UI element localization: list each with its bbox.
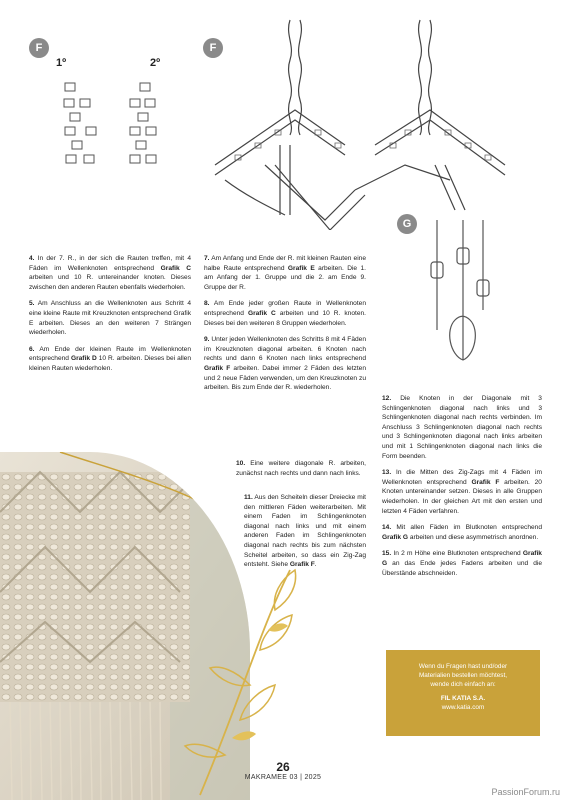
page-footer	[0, 760, 566, 781]
contact-line-2: Materialien bestellen möchtest,	[418, 672, 508, 679]
step-text: Am Anfang und Ende der R. mit kleinen Rauten eine halbe Raute entsprechend	[204, 255, 366, 272]
step-number: 4.	[29, 255, 35, 262]
step-text: Unter jeden Wellenknoten des Schritts 8 mit 4 Fäden im Kreuzknoten diagonal arbeiten. 6 Knoten nach rechts und dann 6 Knoten nach links entsprechend	[204, 336, 366, 363]
step-15	[382, 549, 542, 578]
step-number: 12.	[382, 395, 392, 402]
step-text: Am Anschluss an die Wellenknoten aus Schritt 4 eine kleine Raute mit Kreuzknoten entsprechend Grafik E arbeiten. Dieses an den weiteren 7 Strängen wiederholen.	[29, 300, 192, 337]
instructions-col-2	[204, 254, 366, 400]
step-10	[236, 459, 366, 478]
step-number: 11.	[244, 494, 253, 501]
label-1: 1º	[56, 57, 67, 69]
step-number: 8.	[204, 300, 210, 308]
step-9	[204, 335, 366, 393]
step-text: arbeiten und 10 R. untereinander knoten. Dieses zwischen den anderen Rauten ebenfalls wiederholen.	[29, 274, 191, 291]
step-number: 10.	[236, 460, 246, 467]
step-text: Am Ende der kleinen Raute im Wellenknoten entsprechend	[29, 345, 192, 363]
contact-line-3: wende dich einfach an:	[430, 681, 496, 688]
graphic-ref: Grafik C	[247, 309, 276, 317]
step-13	[382, 468, 542, 516]
contact-brand: FIL KATIA S.A.	[440, 695, 486, 702]
diagram-f-small	[50, 55, 170, 185]
graphic-g-badge: G	[397, 214, 417, 234]
step-number: 15.	[382, 550, 392, 558]
step-number: 13.	[382, 469, 392, 477]
step-text: Am Ende jeder großen Raute in Wellenknoten entsprechend	[204, 300, 366, 317]
graphic-ref: Grafik D	[70, 355, 97, 363]
step-text: In der 7. R., in der sich die Rauten treffen, mit 4 Fäden im Wellenknoten entsprechend	[29, 255, 191, 272]
step-text: In die Mitten des Zig-Zags mit 4 Fäden im Wellenknoten entsprechend	[382, 469, 542, 486]
step-number: 7.	[204, 255, 210, 262]
graphic-ref: Grafik F	[204, 364, 231, 372]
step-12	[382, 394, 542, 461]
step-text: Mit allen Fäden im Blutknoten entsprechend	[396, 524, 542, 532]
graphic-ref: Grafik C	[160, 264, 191, 272]
step-6	[29, 345, 191, 374]
contact-line-1: Wenn du Fragen hast und/oder	[418, 663, 508, 670]
step-number: 14.	[382, 524, 392, 532]
step-text: Aus den Scheiteln dieser Dreiecke mit den mittleren Fäden weiterarbeiten. Mit einem Faden im Schlingenknoten diagonal nach links und mit einem anderen Faden im Schlingenknoten diagonal nach rechts bis zum nächsten Scheitel arbeiten, so dass ein Zig-Zag entsteht. Siehe	[244, 494, 367, 569]
step-text: Die Knoten in der Diagonale mit 3 Schlingenknoten diagonal nach links und 3 Schlingenknoten diagonal nach rechts verbinden. Im Anschluss 3 Schlingenknoten diagonal nach rechts und 3 Schlingenknoten diagonal nach links arbeiten und mit 1 Schlingenknoten diagonal nach links die Form beenden.	[382, 395, 542, 460]
step-4	[29, 254, 191, 292]
step-text: arbeiten. Die 1. am Anfang der 1. Gruppe und die 2. am Ende 9. Gruppe der R.	[204, 264, 366, 291]
step-text: Eine weitere diagonale R. arbeiten, zunächst nach rechts und dann nach links.	[236, 460, 366, 477]
step-number: 9.	[204, 336, 210, 344]
graphic-ref: Grafik F	[289, 561, 315, 569]
step-8	[204, 299, 366, 328]
magazine-issue: MAKRAMEE 03 | 2025	[244, 774, 322, 781]
step-text: 10 R. arbeiten. Dieses bei allen kleinen Rauten wiederholen.	[29, 355, 192, 372]
graphic-f-badge-2: F	[203, 38, 223, 58]
step-text: arbeiten. 20 Knoten untereinander setzen. Dieses in alle Gruppen wiederholen. In der gleichen Art mit den ersten und letzten 4 Fäden verfahren.	[382, 478, 542, 515]
step-14	[382, 523, 542, 542]
knot-steps-icon	[50, 55, 170, 185]
graphic-f-badge: F	[29, 38, 49, 58]
graphic-ref: Grafik G	[382, 550, 542, 567]
graphic-ref: Grafik E	[287, 264, 315, 272]
step-number: 5.	[29, 300, 35, 308]
contact-box	[386, 650, 540, 736]
contact-url[interactable]: www.katia.com	[441, 704, 485, 711]
instructions-col-1	[29, 254, 191, 381]
step-text: arbeiten und 10 R. knoten. Dieses bei den weiteren 8 Gruppen wiederholen.	[204, 309, 366, 327]
watermark: PassionForum.ru	[491, 787, 560, 797]
step-text: arbeiten und diese asymmetrisch anordnen.	[408, 533, 539, 541]
graphic-ref: Grafik G	[382, 533, 409, 541]
step-5	[29, 299, 191, 337]
step-text: arbeiten. Dabei immer 2 Fäden des letzten und 2 neue Fäden verwenden, um den Kreuzknoten zu arbeiten. Bis zum Ende der R. wiederholen.	[204, 364, 366, 392]
step-text: an das Ende jedes Fadens arbeiten und die Überstände abschneiden.	[382, 559, 542, 577]
label-2: 2º	[150, 57, 161, 69]
page-number: 26	[276, 760, 290, 774]
step-7	[204, 254, 366, 292]
step-text: In 2 m Höhe eine Blutknoten entsprechend	[393, 550, 523, 558]
step-11	[244, 493, 366, 570]
step-text: .	[314, 561, 317, 569]
step-number: 6.	[29, 345, 35, 353]
graphic-ref: Grafik F	[471, 478, 500, 486]
diagram-g	[425, 220, 495, 380]
instructions-col-3	[382, 394, 542, 585]
diagram-f-large	[205, 15, 510, 230]
